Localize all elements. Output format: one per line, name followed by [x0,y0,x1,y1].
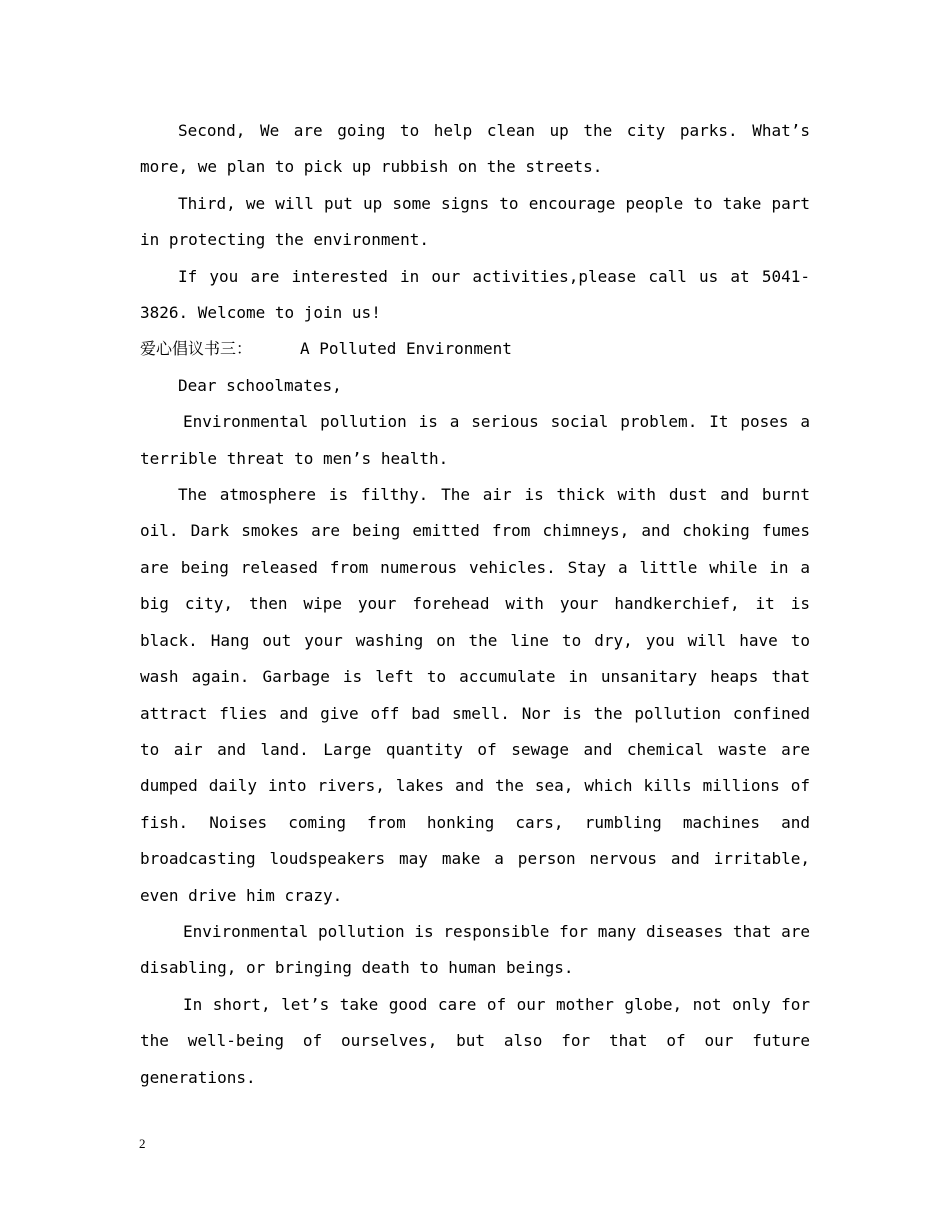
page-number: 2 [139,1136,146,1151]
paragraph-conclusion: In short, let’s take good care of our mother globe, not only for the well-being of ourselves, but also for that of our future generations. [140,994,810,1087]
paragraph-atmosphere: The atmosphere is filthy. The air is thick with dust and burnt oil. Dark smokes are being emitted from chimneys, and choking fumes are being released from numerous vehicles. Stay a little while in a big city, then wipe your forehead with your handkerchief, it is black. Hang out your washing on the line to dry, you will have to wash again. Garbage is left to accumulate in unsanitary heaps that attract flies and give off bad smell. Nor is the pollution confined to air and land. Large quantity of sewage and chemical waste are dumped daily into rivers, lakes and the sea, which kills millions of fish. Noises coming from honking cars, rumbling machines and broadcasting loudspeakers may make a person nervous and irritable, even drive him crazy. [140,485,810,905]
document-page [140,113,810,1096]
paragraph-third: Third, we will put up some signs to encourage people to take part in protecting the environment. [140,193,810,250]
paragraph-diseases: Environmental pollution is responsible for many diseases that are disabling, or bringing death to human beings. [140,921,810,978]
section-label: 爱心倡议书三： [140,339,253,359]
paragraph-contact: If you are interested in our activities,please call us at 5041-3826. Welcome to join us! [140,266,810,323]
salutation: Dear schoolmates, [178,375,342,395]
paragraph-second: Second, We are going to help clean up the city parks. What’s more, we plan to pick up rubbish on the streets. [140,121,810,177]
paragraph-intro: Environmental pollution is a serious social problem. It poses a terrible threat to men’s health. [140,412,810,468]
section-heading [140,331,810,367]
section-title: A Polluted Environment [300,339,512,359]
